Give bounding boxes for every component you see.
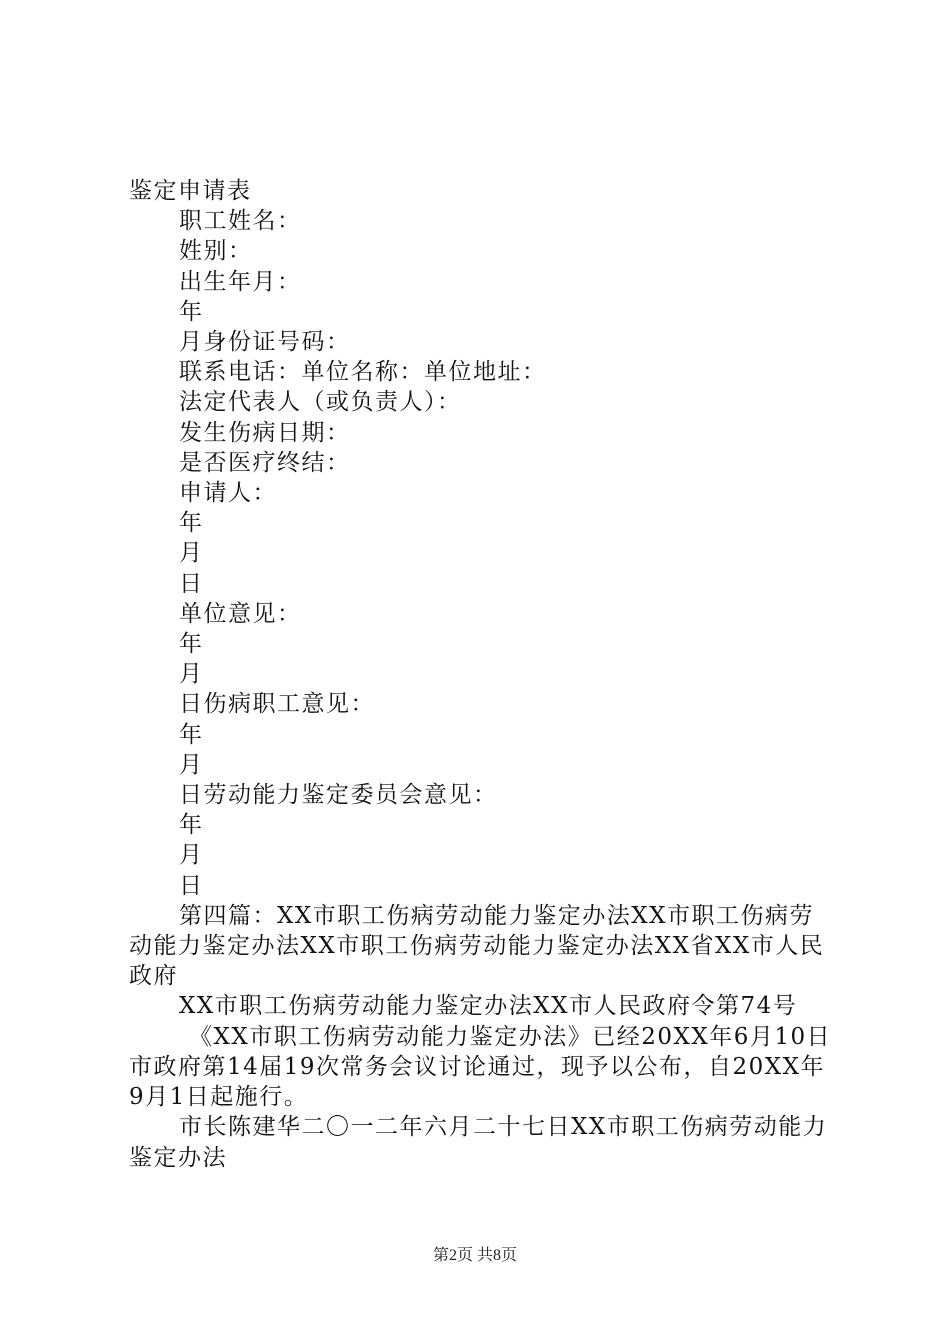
form-line: 年 bbox=[179, 298, 204, 325]
form-line: 年 bbox=[179, 812, 204, 839]
form-line: 年 bbox=[179, 510, 204, 537]
form-line: 单位意见： bbox=[179, 600, 302, 627]
form-line: 月 bbox=[179, 661, 204, 688]
form-line: 职工姓名： bbox=[179, 208, 302, 235]
body-paragraph: 《XX市职工伤病劳动能力鉴定办法》已经20XX年6月10日市政府第14届19次常务会议讨论通过，现予以公布，自20XX年9月1日起施行。 bbox=[129, 1023, 832, 1111]
body-paragraph: 第四篇：XX市职工伤病劳动能力鉴定办法XX市职工伤病劳动能力鉴定办法XX市职工伤病劳动能力鉴定办法XX省XX市人民政府 bbox=[129, 902, 825, 990]
document-body bbox=[129, 176, 834, 1173]
form-line: 月身份证号码： bbox=[179, 329, 351, 356]
form-line: 日 bbox=[179, 872, 204, 899]
form-line: 姓别： bbox=[179, 238, 253, 265]
page-number-footer: 第2页 共8页 bbox=[432, 1247, 517, 1264]
form-line: 月 bbox=[179, 751, 204, 778]
form-line: 年 bbox=[179, 721, 204, 748]
form-line: 年 bbox=[179, 631, 204, 658]
form-line: 日 bbox=[179, 570, 204, 597]
form-line: 发生伤病日期： bbox=[179, 419, 351, 446]
body-paragraph: 市长陈建华二〇一二年六月二十七日XX市职工伤病劳动能力鉴定办法 bbox=[129, 1114, 828, 1171]
form-line: 申请人： bbox=[179, 480, 277, 507]
form-line: 日劳动能力鉴定委员会意见： bbox=[179, 782, 498, 809]
form-line: 月 bbox=[179, 540, 204, 567]
document-title: 鉴定申请表 bbox=[129, 178, 252, 204]
form-line: 出生年月： bbox=[179, 268, 302, 295]
form-line: 联系电话：单位名称：单位地址： bbox=[179, 359, 547, 386]
form-line: 法定代表人（或负责人）： bbox=[179, 389, 462, 416]
body-paragraph: XX市职工伤病劳动能力鉴定办法XX市人民政府令第74号 bbox=[179, 993, 798, 1020]
form-line: 日伤病职工意见： bbox=[179, 691, 375, 718]
form-line: 是否医疗终结： bbox=[179, 449, 351, 476]
form-line: 月 bbox=[179, 842, 204, 869]
